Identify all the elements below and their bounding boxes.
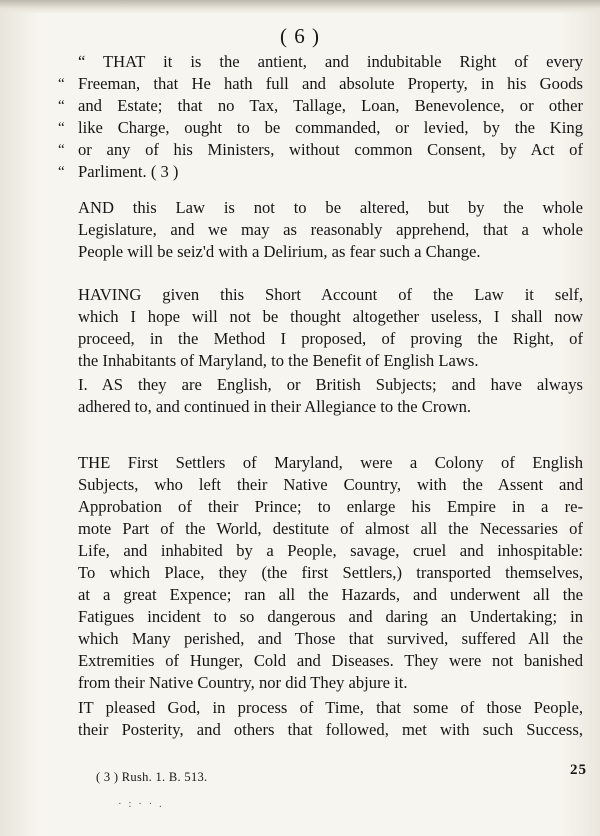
paragraph-line: AND this Law is not to be altered, but by the whole (78, 198, 583, 217)
quote-mark: “ (58, 164, 65, 180)
print-specks: · : · · . (118, 798, 164, 810)
quote-line-text: like Charge, ought to be commanded, or levied, by the King (78, 118, 583, 137)
paragraph-line: which Many perished, and Those that survived, suffered All the (78, 629, 583, 648)
footnote: ( 3 ) Rush. 1. B. 513. (96, 770, 208, 784)
signature-mark: 25 (570, 762, 587, 778)
quote-mark: “ (58, 120, 65, 136)
quote-line (58, 73, 583, 95)
paragraph-line: IT pleased God, in process of Time, that some of those People, (78, 698, 583, 717)
paragraph-line: from their Native Country, nor did They abjure it. (78, 673, 408, 692)
quote-line-text: Freeman, that He hath full and absolute Property, in his Goods (78, 74, 583, 93)
paragraph-line: HAVING given this Short Account of the Law it self, (78, 285, 583, 304)
paragraph-line: Extremities of Hunger, Cold and Diseases. They were not banished (78, 651, 583, 670)
paragraph-line: at a great Expence; ran all the Hazards, and underwent all the (78, 585, 583, 604)
paragraph-line: To which Place, they (the first Settlers,) transported themselves, (78, 563, 583, 582)
paragraph-line: Approbation of their Prince; to enlarge his Empire in a re- (78, 497, 583, 516)
paragraph-line: People will be seiz'd with a Delirium, as fear such a Change. (78, 242, 481, 261)
quote-line (58, 117, 583, 139)
paragraph-english-subjects (78, 374, 583, 418)
quote-mark: “ (58, 76, 65, 92)
quote-line (58, 95, 583, 117)
quote-line (78, 51, 583, 73)
scan-edge-shadow (0, 0, 600, 14)
paragraph-first-settlers (78, 452, 583, 694)
quote-block (58, 51, 583, 183)
quote-mark: “ (58, 142, 65, 158)
quote-line (58, 161, 583, 183)
paragraph-line: THE First Settlers of Maryland, were a Colony of English (78, 453, 583, 472)
paragraph-line: Subjects, who left their Native Country, with the Assent and (78, 475, 583, 494)
quote-line-text: and Estate; that no Tax, Tallage, Loan, Benevolence, or other (78, 96, 583, 115)
paragraph-line: mote Part of the World, destitute of almost all the Necessaries of (78, 519, 583, 538)
quote-line-text: “ THAT it is the antient, and indubitable Right of every (78, 52, 583, 71)
paragraph-line: Legislature, and we may as reasonably apprehend, that a whole (78, 220, 583, 239)
quote-line (58, 139, 583, 161)
page-number: ( 6 ) (280, 24, 320, 48)
paragraph-line: the Inhabitants of Maryland, to the Benefit of English Laws. (78, 351, 479, 370)
paragraph-line: Life, and inhabited by a People, savage, cruel and inhospitable: (78, 541, 583, 560)
paragraph-law-not-altered (78, 197, 583, 263)
paragraph-line: proceed, in the Method I proposed, of proving the Right, of (78, 329, 583, 348)
paragraph-having-given (78, 284, 583, 372)
quote-line-text: Parliment. ( 3 ) (78, 162, 179, 181)
paragraph-line: which I hope will not be thought altogether useless, I shall now (78, 307, 583, 326)
paragraph-line: Fatigues incident to so dangerous and daring an Undertaking; in (78, 607, 583, 626)
paragraph-line: adhered to, and continued in their Allegiance to the Crown. (78, 397, 472, 416)
paragraph-it-pleased-god (78, 697, 583, 741)
quote-line-text: or any of his Ministers, without common Consent, by Act of (78, 140, 583, 159)
paragraph-line: I. AS they are English, or British Subjects; and have always (78, 375, 583, 394)
paragraph-line: their Posterity, and others that followed, met with such Success, (78, 720, 583, 739)
quote-mark: “ (58, 98, 65, 114)
